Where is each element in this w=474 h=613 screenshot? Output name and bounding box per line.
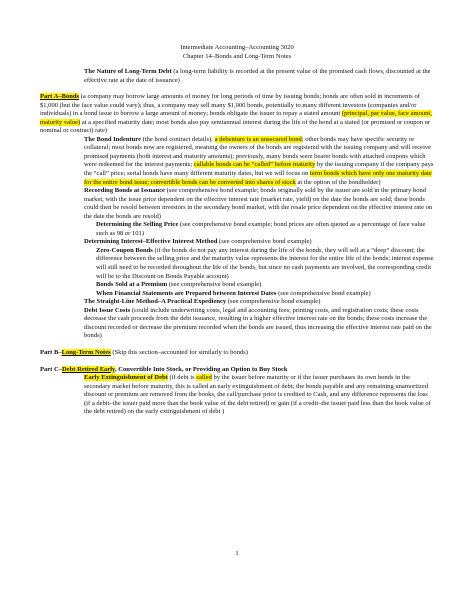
part-b-paragraph [40,349,434,358]
recording-text: (see comprehensive bond example; bonds originally sold by the issuer are sold in the primary bond market, with the issue price dependent on the effective interest rate (market rate, yield) on the date the bonds are sold; these bonds could then be resold between investors in the secondary bond market, with the resale price dependent on the effective interest rate on the date the bonds are resold) [84,187,433,220]
part-c-prefix: Part C– [40,365,62,373]
premium-text: (see comprehensive bond example) [167,281,262,289]
bond-indenture-text-1: (the bond contract details); [141,135,215,143]
bond-indenture-paragraph [40,136,434,187]
part-a-highlight: (principal, par value, face amount, maturity value) [40,110,432,126]
straight-line-text: (see comprehensive bond example) [226,298,321,306]
zero-coupon-text: (if the bonds do not pay any interest during the life of the bonds, they will sell at a “deep” discount; the difference between the selling price and the maturity value represents the interest for the entire life of the bonds; interest expense will still need to be recorded throughout the life of the bonds, but since no cash payments are involved, the corresponding credit will be to the Discount on Bonds Payable account) [96,246,434,280]
intro-heading: The Nature of Long-Term Debt [84,68,172,75]
part-c-highlight: Debt Retired Early [62,365,115,373]
early-extinguishment-text-2: by the issuer before maturity or if the issuer purchases its own bonds in the secondary market before maturity, this is called an early extinguishment of debt; the bonds payable and any remaining unamortized discount or premium are removed from the books, the call/purchase price is credited to Cash, and any difference represents the loss (if a debit–the issuer paid more than the book value of the debt retired) or gain (if a credit–the issuer paid less than the book value of the debt retired) on the early extinguishment of debt ) [84,374,431,416]
bond-indenture-text-3: by the issuing company if the company pays the “call” price; serial bonds have many different maturity dates, but we will focus on [84,161,434,178]
part-b-text: (Skip this section–accounted for similarly to bonds) [110,348,248,356]
straight-line-heading: The Straight-Line Method–A Practical Expediency [84,298,227,306]
part-a-heading: Part A–Bonds [40,93,80,101]
early-extinguishment-text-1: (if debt is [167,374,197,382]
zero-coupon-paragraph [40,247,434,281]
part-b-heading: Long-Term Notes [61,348,111,356]
bond-indenture-heading: The Bond Indenture [84,135,142,143]
bond-indenture-text-4: at the option of the bondholder) [295,178,381,186]
statements-text: (see comprehensive bond example) [276,289,371,297]
selling-price-text: (see comprehensive bond example; bond prices are often quoted as a percentage of face value such as 98 or 101) [96,221,426,237]
straight-line-paragraph [40,298,434,307]
statements-heading: When Financial Statements are Prepared between Interest Dates [96,289,277,297]
selling-price-paragraph [40,221,434,238]
zero-coupon-heading: Zero-Coupon Bonds [96,246,153,254]
chapter-title: Chapter 14–Bonds and Long-Term Notes [182,52,292,60]
premium-heading: Bonds Sold at a Premium [96,281,168,289]
part-a-text-2: at a specified maturity date; most bonds also pay semiannual interest during the life of the bond at a stated (or promised or coupon or nominal or contract) rate) [40,118,431,135]
recording-paragraph [40,187,434,221]
premium-paragraph [40,281,434,290]
issue-costs-heading: Debt Issue Costs [84,306,131,314]
intro-paragraph [40,68,434,85]
interest-method-paragraph [40,238,434,247]
part-c-heading: , Convertible Into Stock, or Providing an Option to Buy Stock [114,365,288,373]
selling-price-heading: Determining the Selling Price [96,221,179,229]
debenture-highlight: a debenture is an unsecured bond [214,135,302,143]
document-header [40,44,434,61]
part-c-paragraph [40,366,434,375]
early-extinguishment-heading: Early Extinguishment of Debt [84,374,168,382]
bond-indenture-text-2: ; other bonds may have specific security or collateral; most bonds now are registered, meaning the owners of the bonds are registered with the issuing company and will receive promised payments (both interest and maturity amounts); previously, many bonds were bearer bonds with attached coupons which were redeemed for the interest payments; [84,135,432,169]
called-highlight: called [196,374,212,382]
course-title: Intermediate Accounting–Accounting 3020 [180,44,294,51]
callable-highlight: callable bonds can be “called” before maturity [193,161,316,169]
early-extinguishment-paragraph [40,374,434,417]
recording-heading: Recording Bonds at Issuance [84,187,165,195]
interest-method-text: (see comprehensive bond example) [217,238,312,246]
issue-costs-text: (could include underwriting costs, legal and accounting fees, printing costs, and registration costs; these costs decrease the cash proceeds from the debt issuance, resulting in a higher effective interest rate on the bonds; these costs increase the discount recorded or decrease the premium recorded when the bonds are issued, thus increasing the effective interest rate paid on the bonds) [84,306,432,340]
interest-method-heading: Determining Interest–Effective Interest Method [84,238,218,246]
part-b-prefix: Part B– [40,348,62,356]
statements-paragraph [40,290,434,299]
issue-costs-paragraph [40,307,434,341]
term-bonds-highlight: term bonds which have only one maturity date for the entire bond issue; convertible bonds can be converted into shares of stock [84,170,432,186]
intro-text: (a long-term liability is recorded at the present value of the promised cash flows, discounted at the effective rate at the date of issuance) [84,68,431,84]
part-a-paragraph [40,93,434,136]
page-number: 1 [235,550,239,558]
part-a-text-1: (a company may borrow large amounts of money for long periods of time by issuing bonds; bonds are often sold in increments of $1,000 (but the face value could vary); thus, a company may sell many $1,000 bonds, potentially to many different investors (companies and/or individuals) in a bond issue to borrow a large amount of money; bonds obligate the issuer to repay a stated amount [40,93,420,118]
